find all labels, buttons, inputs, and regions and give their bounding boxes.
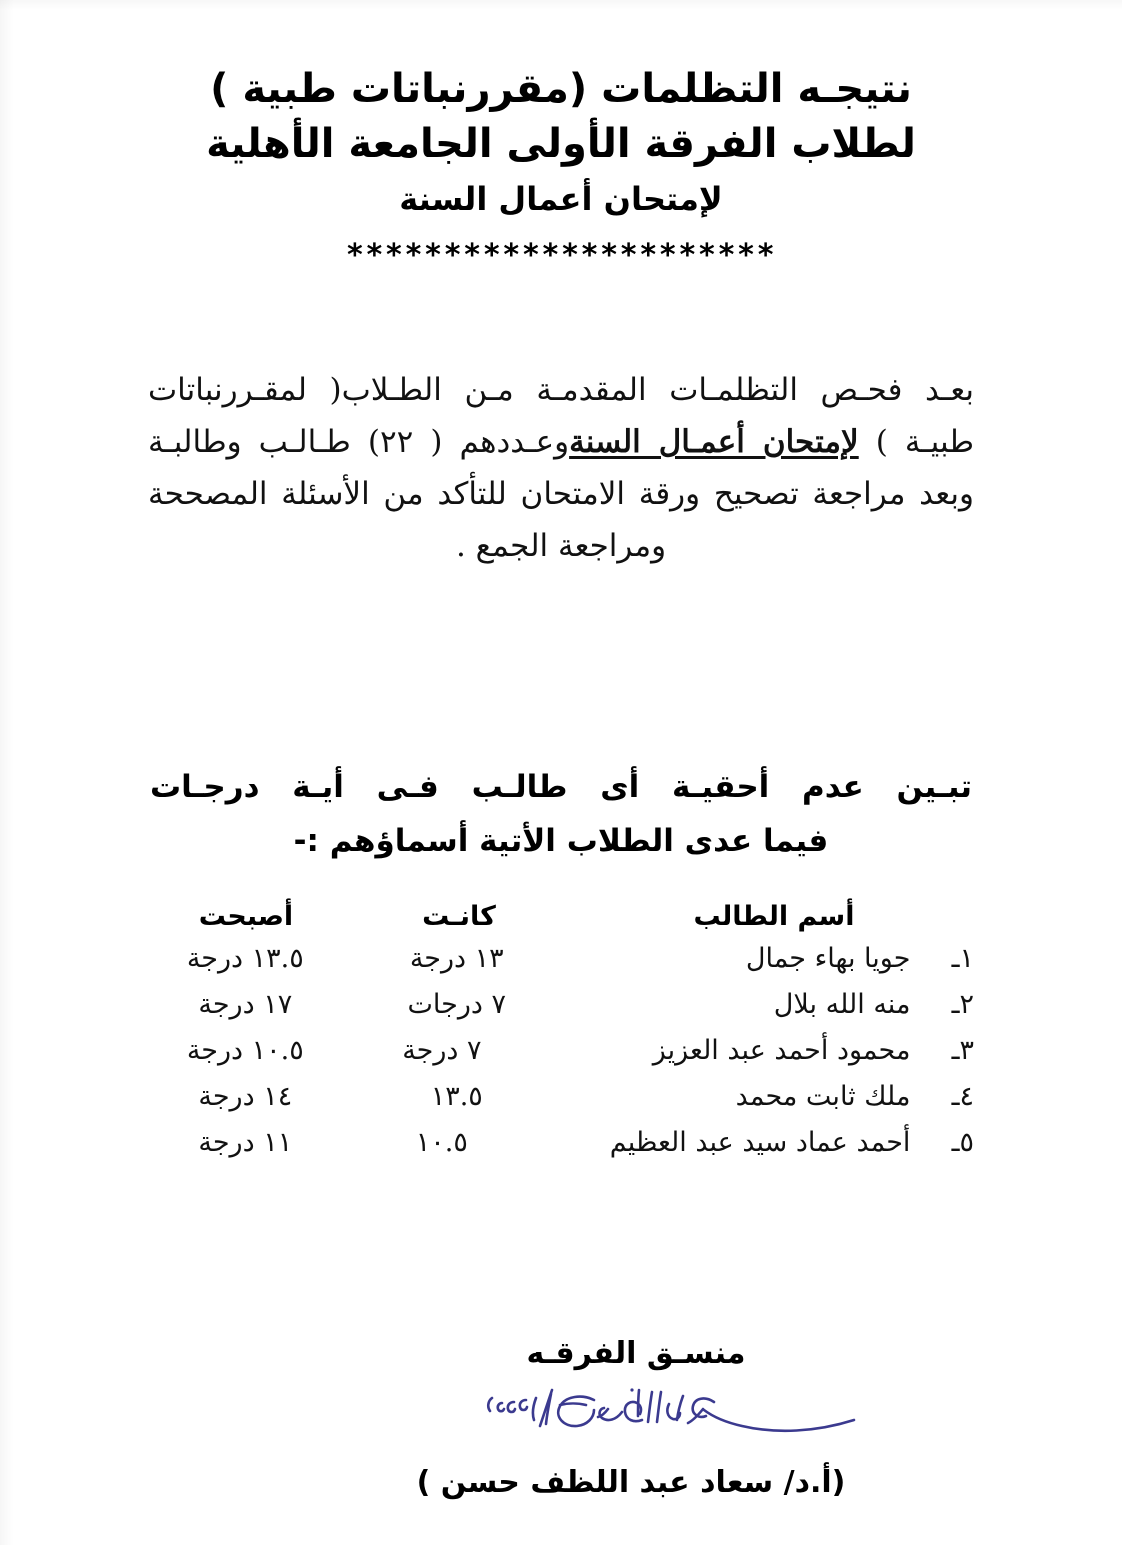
row-new-grade: ١١ درجة bbox=[198, 1127, 293, 1158]
row-previous-grade: ١٠.٥ bbox=[415, 1127, 468, 1158]
table-row bbox=[148, 982, 974, 1028]
column-header-new-grade: أصبحت bbox=[198, 901, 294, 932]
row-index: ١ـ bbox=[951, 943, 974, 974]
handwritten-signature-icon bbox=[456, 1376, 876, 1450]
row-new-grade: ١٧ درجة bbox=[198, 989, 293, 1020]
row-index: ٥ـ bbox=[951, 1127, 974, 1158]
table-row bbox=[148, 1074, 974, 1120]
table-row bbox=[148, 1120, 974, 1166]
table-row bbox=[148, 936, 974, 982]
row-index: ٣ـ bbox=[951, 1035, 974, 1066]
paragraph-count-text: وعـددهم ( ٢٢) طـالـب وطالبـة bbox=[148, 424, 570, 460]
row-previous-grade: ٧ درجة bbox=[402, 1035, 482, 1066]
row-previous-grade: ١٣.٥ bbox=[430, 1081, 483, 1112]
row-student-name: محمود أحمد عبد العزيز bbox=[652, 1035, 911, 1066]
row-index: ٢ـ bbox=[951, 989, 974, 1020]
title-line-1: نتيجـه التظلمات (مقررنباتات طبية ) bbox=[210, 66, 912, 112]
verdict-line-2: فيما عدى الطلاب الأتية أسماؤهم :- bbox=[293, 823, 829, 859]
results-header-row bbox=[148, 898, 974, 936]
asterisk-separator: ********************** bbox=[345, 238, 777, 273]
verdict-line-1: تبـين عدم أحقيـة أى طالـب فـى أيـة درجـات bbox=[150, 769, 972, 805]
scan-edge-shadow-left bbox=[0, 0, 14, 1545]
body-paragraph bbox=[148, 364, 974, 572]
row-student-name: أحمد عماد سيد عبد العظيم bbox=[609, 1127, 911, 1158]
paragraph-tail-text: وبعد مراجعة تصحيح ورقة الامتحان للتأكد من الأسئلة المصححة ومراجعة الجمع . bbox=[148, 476, 974, 564]
table-row bbox=[148, 1028, 974, 1074]
row-student-name: جويا بهاء جمال bbox=[745, 943, 911, 974]
paragraph-intro-text: بعـد فحـص التظلمـات المقدمـة مـن الطـلاب( لمقـررنباتات طبيـة ) bbox=[148, 372, 975, 460]
scan-edge-shadow-top bbox=[0, 0, 1122, 10]
column-header-previous-grade: كانـت bbox=[422, 901, 496, 932]
row-new-grade: ١٣.٥ درجة bbox=[186, 943, 304, 974]
coordinator-title: منسـق الفرقـه bbox=[526, 1336, 746, 1371]
signer-name: (أ.د/ سعاد عبد اللظف حسن ) bbox=[416, 1465, 846, 1500]
signature-area bbox=[0, 1376, 1122, 1454]
row-new-grade: ١٠.٥ درجة bbox=[186, 1035, 304, 1066]
paragraph-emphasis-text: لإمتحان أعمـال السنة bbox=[569, 424, 859, 460]
verdict-statement bbox=[150, 760, 972, 868]
title-line-3-exam-subject: لإمتحان أعمال السنة bbox=[399, 180, 723, 218]
row-previous-grade: ١٣ درجة bbox=[409, 943, 504, 974]
title-line-2: لطلاب الفرقة الأولى الجامعة الأهلية bbox=[206, 121, 916, 167]
document-title-block bbox=[60, 62, 1062, 278]
row-index: ٤ـ bbox=[951, 1081, 974, 1112]
row-student-name: ملك ثابت محمد bbox=[735, 1081, 911, 1112]
column-header-student-name: أسم الطالب bbox=[693, 901, 855, 932]
row-student-name: منه الله بلال bbox=[773, 989, 911, 1020]
results-table bbox=[148, 898, 974, 1166]
signature-block bbox=[0, 1332, 1122, 1506]
row-previous-grade: ٧ درجات bbox=[407, 989, 506, 1020]
row-new-grade: ١٤ درجة bbox=[198, 1081, 293, 1112]
